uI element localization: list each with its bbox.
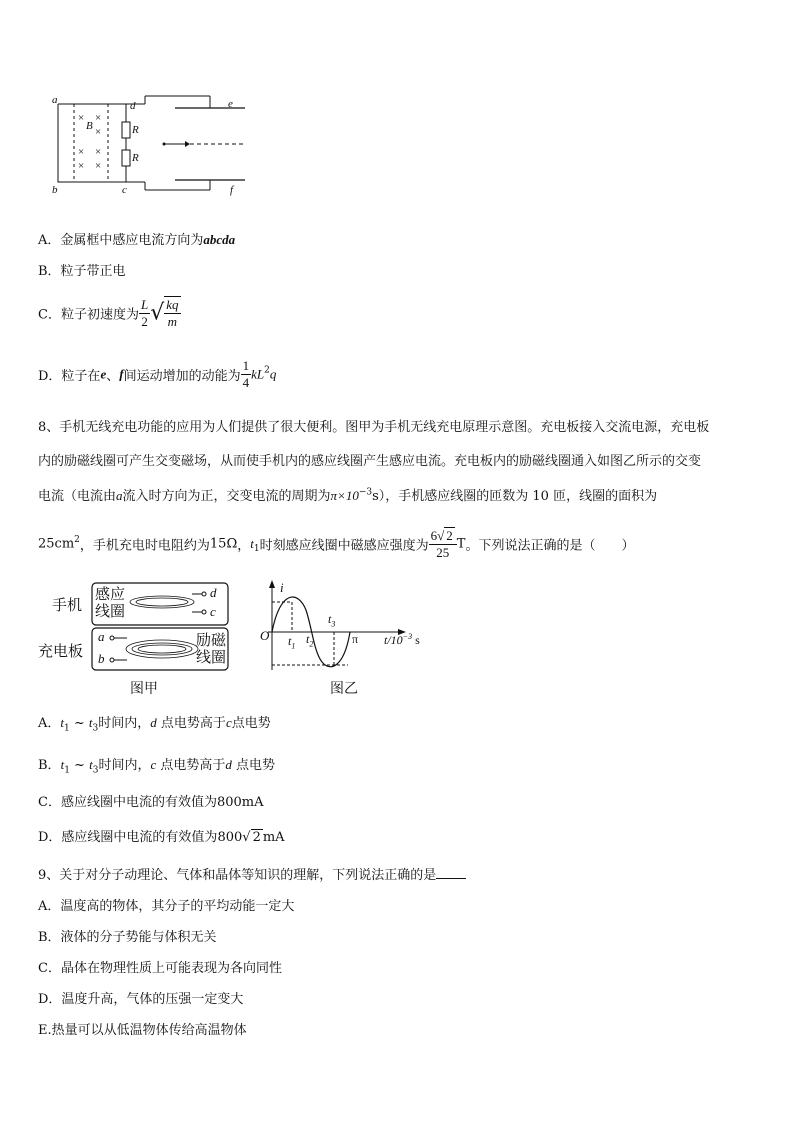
q9-option-c[interactable]: C．晶体在物理性质上可能表现为各向同性 (38, 961, 282, 976)
terminal-a: a (98, 629, 105, 644)
figure-circuit (40, 90, 260, 205)
origin-label: O (260, 628, 270, 643)
figure-yi (258, 580, 438, 700)
particle (163, 143, 166, 146)
label-b: b (52, 184, 58, 196)
field-cross: × (78, 112, 85, 124)
tick-pi: π (352, 632, 359, 646)
frac-1-over-4: $\frac{1}{4}$ (242, 358, 250, 390)
q8-line-2: 内的励磁线圈可产生交变磁场，从而使手机内的感应线圈产生感应电流。充电板内的励磁线圈通入如图乙所示的交变 (38, 454, 702, 469)
field-cross: × (78, 160, 85, 172)
field-cross: × (95, 146, 102, 158)
q8-option-a[interactable]: A．$t_1$ ~ $t_3$时间内，d 点电势高于c点电势 (38, 715, 271, 734)
label-f: f (230, 184, 234, 196)
label-R2: R (132, 152, 139, 164)
q9-option-b[interactable]: B．液体的分子势能与体积无关 (38, 930, 217, 945)
q7-option-b[interactable]: B．粒子带正电 (38, 264, 126, 279)
answer-blank[interactable] (436, 878, 466, 879)
tick-t3: $t_3$ (328, 612, 336, 629)
terminal-b: b (98, 651, 105, 666)
terminal-c: c (210, 604, 216, 619)
q8-option-c[interactable]: C．感应线圈中电流的有效值为800mA (38, 795, 264, 810)
q7-option-d[interactable]: D．粒子在e、f间运动增加的动能为 $\frac{1}{4}$ $kL^2q$ (38, 358, 277, 390)
q9-option-d[interactable]: D．温度升高，气体的压强一定变大 (38, 992, 244, 1007)
caption-yi: 图乙 (330, 681, 358, 697)
field-cross: × (95, 112, 102, 124)
q8-option-b[interactable]: B．$t_1$ ~ $t_3$时间内，c 点电势高于d 点电势 (38, 757, 276, 776)
q9-stem: 9、关于对分子动理论、气体和晶体等知识的理解，下列说法正确的是 (38, 864, 466, 883)
excitation-coil-label: 励磁线圈 (196, 631, 227, 666)
label-e: e (228, 98, 233, 110)
q8-line-3: 电流（电流由a流入时方向为正，交变电流的周期为$\pi\times 10^{-3}s$），手机感应线圈的匝数为 10 匝，线圈的面积为 (38, 487, 658, 504)
q7-option-c[interactable]: C．粒子初速度为 $\frac{L}{2}$ √ $\frac{kq}{m}$ (38, 296, 179, 329)
resistor-1 (122, 122, 130, 138)
caption-jia: 图甲 (130, 681, 158, 697)
q7-option-a[interactable]: A．金属框中感应电流方向为abcda (38, 232, 236, 248)
axis-t-label: $t/10^{-3}$ s (384, 632, 420, 647)
sqrt-icon: √ (150, 300, 165, 326)
induction-coil-label: 感应线圈 (95, 585, 126, 620)
resistor-2 (122, 150, 130, 166)
tick-t2: $t_2$ (306, 632, 314, 649)
q8-option-d[interactable]: D．感应线圈中电流的有效值为800√ 2 mA (38, 830, 285, 845)
board-label: 充电板 (38, 642, 84, 660)
frac-L-over-2: $\frac{L}{2}$ (140, 296, 149, 329)
label-B: B (86, 120, 93, 132)
label-c: c (122, 184, 127, 196)
phone-label: 手机 (52, 596, 83, 614)
field-cross: × (78, 146, 85, 158)
q8-line-1: 8、手机无线充电功能的应用为人们提供了很大便利。图甲为手机无线充电原理示意图。充电板接入交流电源，充电板 (38, 420, 710, 435)
q9-option-e[interactable]: E.热量可以从低温物体传给高温物体 (38, 1023, 247, 1038)
current-graph (258, 580, 438, 680)
terminal-d: d (210, 585, 217, 600)
field-cross: × (95, 160, 102, 172)
q8-line-4: $25cm^2$，手机充电时电阻约为15Ω，$t_1$时刻感应线圈中磁感应强度为 $\frac{6√ 2}{25}$ T。下列说法正确的是（ ） (38, 528, 635, 560)
label-d: d (130, 100, 136, 112)
label-R1: R (132, 124, 139, 136)
field-cross: × (95, 126, 102, 138)
label-a: a (52, 94, 58, 106)
frac-kq-over-m: $\frac{kq}{m}$ (166, 297, 179, 329)
q9-option-a[interactable]: A．温度高的物体，其分子的平均动能一定大 (38, 899, 295, 914)
axis-i-label: i (280, 580, 284, 595)
frac-6sqrt2-over-25: $\frac{6√ 2}{25}$ (429, 527, 457, 561)
figure-jia (38, 580, 232, 700)
circuit-diagram (40, 90, 260, 205)
tick-t1: $t_1$ (288, 634, 296, 651)
